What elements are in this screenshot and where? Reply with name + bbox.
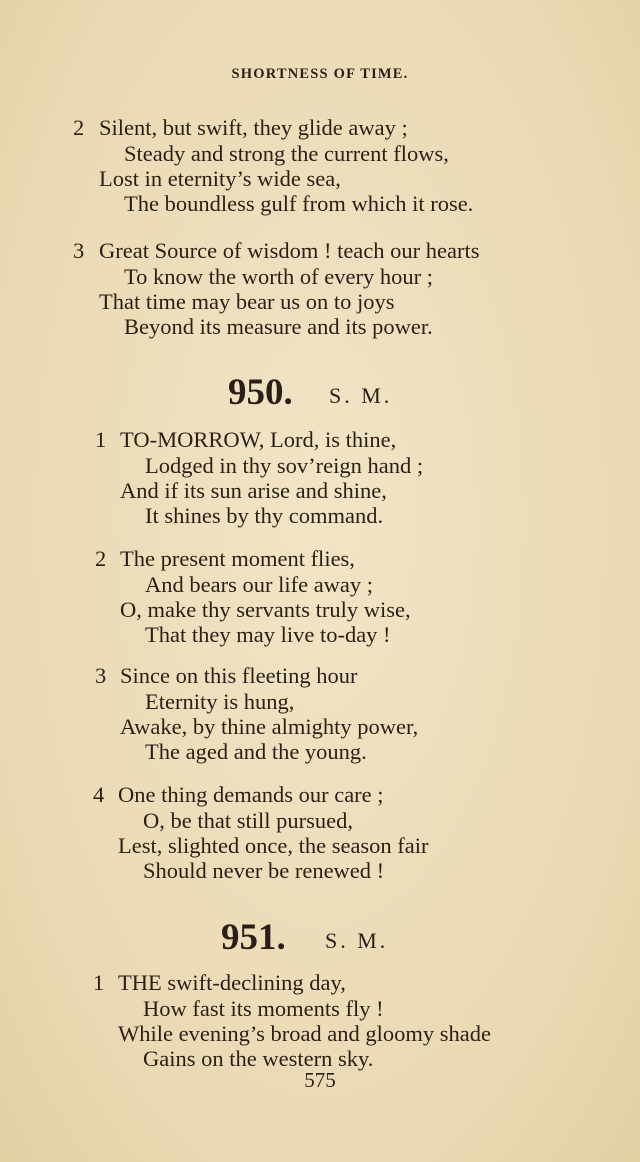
hymn-meter: S. M. (329, 383, 393, 408)
verse-number: 2 (95, 546, 107, 571)
verse-line: That they may live to-day ! (145, 622, 391, 647)
verse-line: Eternity is hung, (145, 689, 295, 714)
verse-line: Awake, by thine almighty power, (120, 714, 419, 739)
verse-line: And if its sun arise and shine, (120, 478, 387, 503)
verse-line: THE swift-declining day, (118, 970, 346, 995)
verse-number: 2 (73, 115, 85, 140)
verse-line: How fast its moments fly ! (143, 996, 384, 1021)
verse-line: Lest, slighted once, the season fair (118, 833, 429, 858)
running-head: SHORTNESS OF TIME. (231, 66, 409, 82)
verse-line: One thing demands our care ; (118, 782, 384, 807)
verse-line: Great Source of wisdom ! teach our hearts (99, 238, 480, 263)
verse-line: While evening’s broad and gloomy shade (118, 1021, 492, 1046)
verse-line: It shines by thy command. (145, 503, 384, 528)
verse-number: 1 (95, 427, 107, 452)
verse-line: Gains on the western sky. (143, 1046, 374, 1071)
verse-number: 3 (73, 238, 85, 263)
page-number: 575 (304, 1068, 336, 1092)
verse-line: Lost in eternity’s wide sea, (99, 166, 341, 191)
verse-line: O, be that still pursued, (143, 808, 353, 833)
verse-line: Steady and strong the current flows, (124, 141, 449, 166)
verse-number: 1 (93, 970, 105, 995)
hymn-number: 950. (228, 372, 293, 413)
verse-number: 3 (95, 663, 107, 688)
verse-number: 4 (93, 782, 105, 807)
verse-line: The boundless gulf from which it rose. (124, 191, 474, 216)
verse-line: The aged and the young. (145, 739, 367, 764)
verse-line: And bears our life away ; (145, 572, 374, 597)
hymn-meter: S. M. (325, 928, 389, 953)
verse-line: That time may bear us on to joys (99, 289, 395, 314)
verse-line: Since on this fleeting hour (120, 663, 358, 688)
verse-line: Silent, but swift, they glide away ; (99, 115, 408, 140)
verse-line: TO-MORROW, Lord, is thine, (120, 427, 397, 452)
verse-line: To know the worth of every hour ; (124, 264, 433, 289)
hymn-number: 951. (221, 917, 286, 958)
verse-line: O, make thy servants truly wise, (120, 597, 411, 622)
verse-line: Should never be renewed ! (143, 858, 385, 883)
verse-line: Lodged in thy sov’reign hand ; (145, 453, 424, 478)
verse-line: The present moment flies, (120, 546, 355, 571)
verse-line: Beyond its measure and its power. (124, 314, 433, 339)
